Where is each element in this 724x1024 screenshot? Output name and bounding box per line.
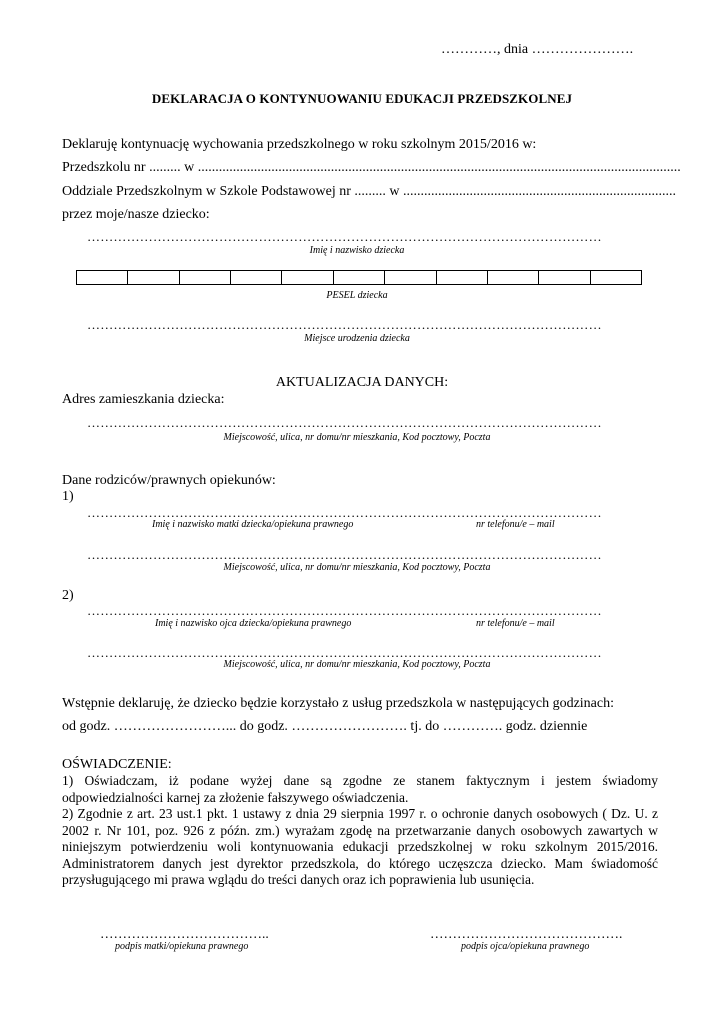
pesel-digit-box[interactable] [333, 271, 384, 284]
statement-paragraph-1: 1) Oświadczam, iż podane wyżej dane są zgodne ze stanem faktycznym i jestem świadomy odpowiedzialności karnej za złożenie fałszywego oświadczenia. [62, 773, 658, 805]
pesel-digit-box[interactable] [436, 271, 487, 284]
pesel-digit-box[interactable] [230, 271, 281, 284]
mother-address-caption: Miejscowość, ulica, nr domu/nr mieszkania, Kod pocztowy, Poczta [223, 562, 491, 573]
pesel-digit-box[interactable] [384, 271, 435, 284]
child-intro-label: przez moje/nasze dziecko: [62, 207, 210, 222]
father-signature-caption: podpis ojca/opiekuna prawnego [461, 941, 590, 952]
pesel-caption: PESEL dziecka [326, 290, 388, 301]
mother-address-field[interactable]: ……………………………………………………………………………………………………… [87, 547, 602, 562]
birthplace-caption: Miejsce urodzenia dziecka [304, 333, 410, 344]
statement-paragraph-2: 2) Zgodnie z art. 23 ust.1 pkt. 1 ustawy z dnia 29 sierpnia 1997 r. o ochronie danych osobowych ( Dz. U. z 2002 r. Nr 101, poz. 926 z późn. zm.) wyrażam zgodę na przetwarzanie danych osobowych zawartych w niniejszym potwierdzeniu woli kontynuowania edukacji przedszkolnej w roku szkolnym 2015/2016. Administratorem danych jest dyrektor przedszkola, do którego uczęszcza dziecko. Mam świadomość przysługującego mi prawa wglądu do treści danych oraz ich poprawienia lub usunięcia. [62, 806, 658, 887]
pesel-digit-box[interactable] [127, 271, 178, 284]
preschool-number-field[interactable]: Przedszkolu nr ......... w .......................................................................................................................................... [62, 160, 681, 175]
pesel-digit-box[interactable] [590, 271, 641, 284]
child-address-field[interactable]: ……………………………………………………………………………………………………… [87, 415, 602, 430]
declaration-line-1: Deklaruję kontynuację wychowania przedszkolnego w roku szkolnym 2015/2016 w: [62, 137, 537, 152]
parents-heading: Dane rodziców/prawnych opiekunów: [62, 473, 276, 488]
father-signature-field[interactable]: ……………………………………. [430, 926, 623, 941]
father-name-caption: Imię i nazwisko ojca dziecka/opiekuna prawnego [155, 618, 352, 629]
statement-heading: OŚWIADCZENIE: [62, 757, 172, 772]
pesel-boxes[interactable] [76, 270, 642, 285]
birthplace-field[interactable]: ……………………………………………………………………………………………………… [87, 317, 602, 332]
pesel-digit-box[interactable] [487, 271, 538, 284]
document-title: DEKLARACJA O KONTYNUOWANIU EDUKACJI PRZEDSZKOLNEJ [151, 91, 573, 106]
date-line[interactable]: …………, dnia …………………. [441, 42, 634, 57]
father-phone-caption: nr telefonu/e – mail [476, 618, 555, 629]
parent-1-number: 1) [62, 489, 74, 504]
father-address-caption: Miejscowość, ulica, nr domu/nr mieszkania, Kod pocztowy, Poczta [223, 659, 491, 670]
pesel-digit-box[interactable] [179, 271, 230, 284]
mother-signature-caption: podpis matki/opiekuna prawnego [115, 941, 249, 952]
hours-line[interactable]: od godz. ……………………... do godz. ……………………. tj. do …………. godz. dziennie [62, 719, 588, 734]
father-name-phone-field[interactable]: ……………………………………………………………………………………………………… [87, 603, 602, 618]
mother-signature-field[interactable]: ……………………………….. [100, 926, 269, 941]
update-heading: AKTUALIZACJA DANYCH: [275, 375, 449, 390]
child-address-caption: Miejscowość, ulica, nr domu/nr mieszkania, Kod pocztowy, Poczta [223, 432, 491, 443]
mother-phone-caption: nr telefonu/e – mail [476, 519, 555, 530]
father-address-field[interactable]: ……………………………………………………………………………………………………… [87, 645, 602, 660]
pesel-digit-box[interactable] [538, 271, 589, 284]
mother-name-phone-field[interactable]: ……………………………………………………………………………………………………… [87, 505, 602, 520]
address-label: Adres zamieszkania dziecka: [62, 392, 225, 407]
pesel-digit-box[interactable] [281, 271, 332, 284]
child-name-caption: Imię i nazwisko dziecka [309, 245, 405, 256]
mother-name-caption: Imię i nazwisko matki dziecka/opiekuna prawnego [152, 519, 354, 530]
parent-2-number: 2) [62, 588, 74, 603]
preschool-department-field[interactable]: Oddziale Przedszkolnym w Szkole Podstawowej nr ......... w .............................................................................. [62, 184, 676, 199]
hours-intro: Wstępnie deklaruję, że dziecko będzie korzystało z usług przedszkola w następujących godzinach: [62, 696, 614, 711]
child-name-field[interactable]: ……………………………………………………………………………………………………… [87, 229, 602, 244]
pesel-digit-box[interactable] [77, 271, 127, 284]
